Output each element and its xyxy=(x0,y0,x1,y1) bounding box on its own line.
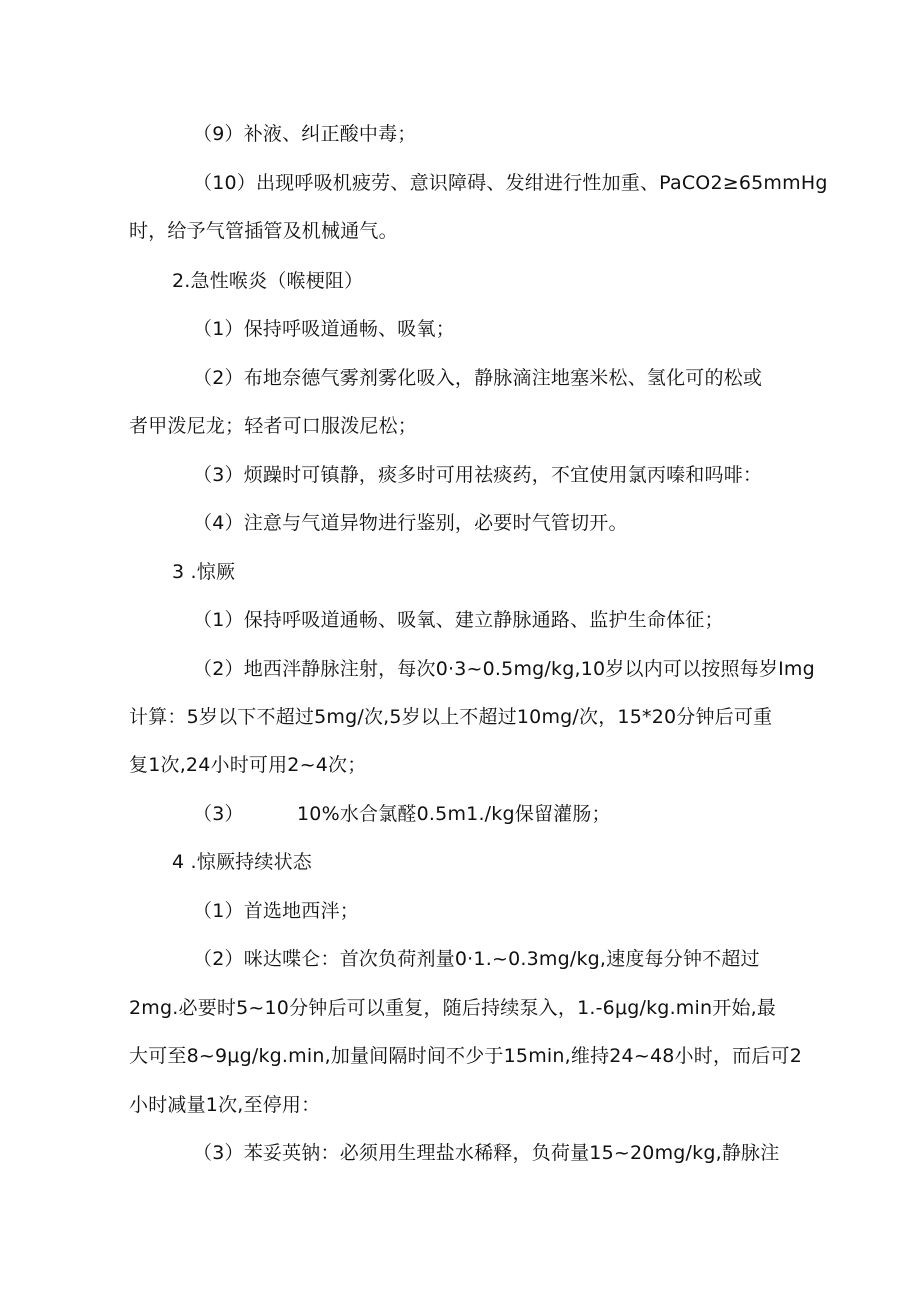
text-line: （2）布地奈德气雾剂雾化吸入，静脉滴注地塞米松、氢化可的松或 xyxy=(193,367,763,389)
text-line: 者甲泼尼龙；轻者可口服泼尼松； xyxy=(129,415,418,437)
text-line: 时，给予气管插管及机械通气。 xyxy=(129,220,398,242)
text-line: 复1次,24小时可用2~4次； xyxy=(129,754,367,776)
text-line: 大可至8~9μg∕kg.min,加量间隔时间不少于15min,维持24~48小时，而后可2 xyxy=(129,1045,803,1067)
text-line: （10）出现呼吸机疲劳、意识障碍、发绀进行性加重、PaCO2≥65mmHg xyxy=(193,172,828,194)
text-line: （1）保持呼吸道通畅、吸氧、建立静脉通路、监护生命体征； xyxy=(193,609,724,631)
text-line: （3）苯妥英钠：必须用生理盐水稀释，负荷量15~20mg∕kg,静脉注 xyxy=(193,1142,780,1164)
text-line: （2）咪达喋仑：首次负荷剂量0·1.~0.3mg∕kg,速度每分钟不超过 xyxy=(193,948,760,970)
text-line: （1）首选地西泮； xyxy=(193,900,359,922)
text-line: （2）地西泮静脉注射，每次0·3~0.5mg∕kg,10岁以内可以按照每岁Img xyxy=(193,658,815,680)
section-heading: 2.急性喉炎（喉梗阻） xyxy=(172,270,364,292)
text-line: （1）保持呼吸道通畅、吸氧； xyxy=(193,318,455,340)
text-line: （3）烦躁时可镇静，痰多时可用祛痰药，不宜使用氯丙嗪和吗啡： xyxy=(193,464,763,486)
text-line: （9）补液、纠正酸中毒； xyxy=(193,123,417,145)
text-line: 小时减量1次,至停用： xyxy=(129,1094,321,1116)
text-line: （4）注意与气道异物进行鉴别，必要时气管切开。 xyxy=(193,512,628,534)
text-line: 计算：5岁以下不超过5mg∕次,5岁以上不超过10mg∕次，15*20分钟后可重 xyxy=(129,706,773,728)
text-line: 2mg.必要时5~10分钟后可以重复，随后持续泵入，1.-6μg∕kg.min开始,最 xyxy=(129,997,777,1019)
list-marker: （3） xyxy=(193,803,244,825)
section-heading: 4 .惊厥持续状态 xyxy=(172,851,312,873)
section-heading: 3 .惊厥 xyxy=(172,561,236,583)
text-line: 10%水合氯醛0.5m1.∕kg保留灌肠； xyxy=(297,803,611,825)
